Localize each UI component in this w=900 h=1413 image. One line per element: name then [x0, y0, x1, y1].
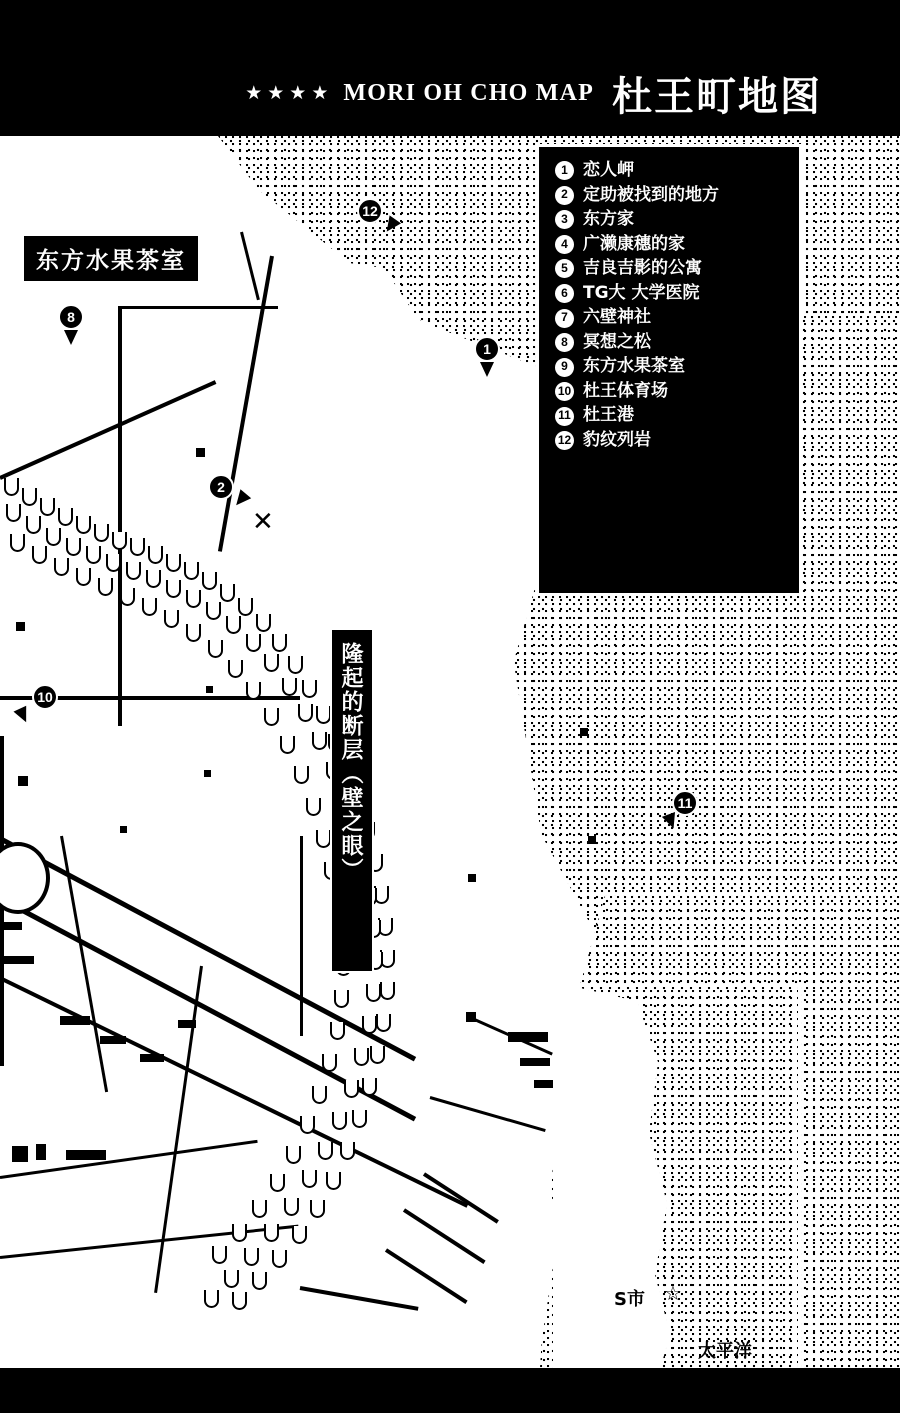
map-marker-11[interactable]: 11	[672, 790, 698, 816]
legend-label: 广濑康穗的家	[583, 233, 685, 254]
legend-number: 12	[555, 431, 574, 450]
map-marker-8[interactable]: 8	[58, 304, 84, 330]
romaji-title: MORI OH CHO MAP	[343, 79, 594, 106]
legend-label: 六壁神社	[583, 307, 651, 328]
legend-number: 7	[555, 309, 574, 328]
legend-label: 恋人岬	[583, 160, 634, 180]
legend-item[interactable]	[555, 431, 787, 451]
stars-decoration: ★★★★	[245, 82, 334, 104]
legend-number: 9	[555, 358, 574, 377]
legend-item[interactable]	[555, 186, 787, 206]
building-block	[588, 836, 596, 844]
road-curve-1	[118, 306, 278, 309]
legend-item[interactable]	[555, 161, 787, 181]
legend-item[interactable]	[555, 406, 787, 426]
legend-panel	[536, 144, 802, 596]
legend-label: 东方水果茶室	[583, 356, 685, 377]
building-block	[196, 448, 205, 457]
tea-room-label: 东方水果茶室	[22, 234, 200, 283]
cross-mark: ✕	[252, 506, 274, 536]
map-canvas[interactable]	[0, 136, 900, 1368]
legend-item[interactable]	[555, 382, 787, 402]
page-header	[0, 60, 900, 126]
legend-label: 冥想之松	[583, 331, 651, 352]
map-marker-1[interactable]: 1	[474, 336, 500, 362]
legend-number: 11	[555, 407, 574, 426]
coast-cutout-2	[310, 386, 400, 456]
legend-number: 2	[555, 186, 574, 205]
legend-item[interactable]	[555, 284, 787, 304]
legend-item[interactable]	[555, 259, 787, 279]
fault-label: 隆起的断层（壁之眼）	[330, 628, 374, 973]
legend-number: 8	[555, 333, 574, 352]
map-marker-2[interactable]: 2	[208, 474, 234, 500]
legend-number: 3	[555, 210, 574, 229]
legend-label: 杜王港	[583, 405, 634, 426]
legend-number: 5	[555, 259, 574, 278]
legend-number: 10	[555, 382, 574, 401]
legend-number: 6	[555, 284, 574, 303]
inset-ocean-label: 太平洋	[698, 1341, 752, 1362]
legend-item[interactable]	[555, 235, 787, 255]
legend-label: 定助被找到的地方	[583, 184, 719, 205]
map-marker-10[interactable]: 10	[32, 684, 58, 710]
legend-list	[555, 161, 787, 451]
legend-item[interactable]	[555, 357, 787, 377]
legend-number: 1	[555, 161, 574, 180]
legend-item[interactable]	[555, 333, 787, 353]
map-marker-1-pointer	[480, 362, 494, 377]
page-title: 杜王町地图	[612, 72, 822, 120]
inset-city-label: S市	[614, 1289, 645, 1310]
legend-label: 豹纹列岩	[583, 430, 651, 451]
building-block	[580, 728, 588, 736]
legend-item[interactable]	[555, 210, 787, 230]
inset-star-icon: ☆	[664, 1283, 682, 1305]
map-marker-8-pointer	[64, 330, 78, 345]
legend-label: 吉良吉影的公寓	[583, 258, 702, 279]
legend-label: 东方家	[583, 209, 634, 230]
fault-hatch-row-3	[0, 512, 560, 1368]
inset-map[interactable]	[553, 984, 801, 1368]
map-marker-12[interactable]: 12	[357, 198, 383, 224]
legend-label: TG大 大学医院	[583, 282, 700, 303]
legend-number: 4	[555, 235, 574, 254]
legend-label: 杜王体育场	[583, 380, 668, 401]
legend-item[interactable]	[555, 308, 787, 328]
